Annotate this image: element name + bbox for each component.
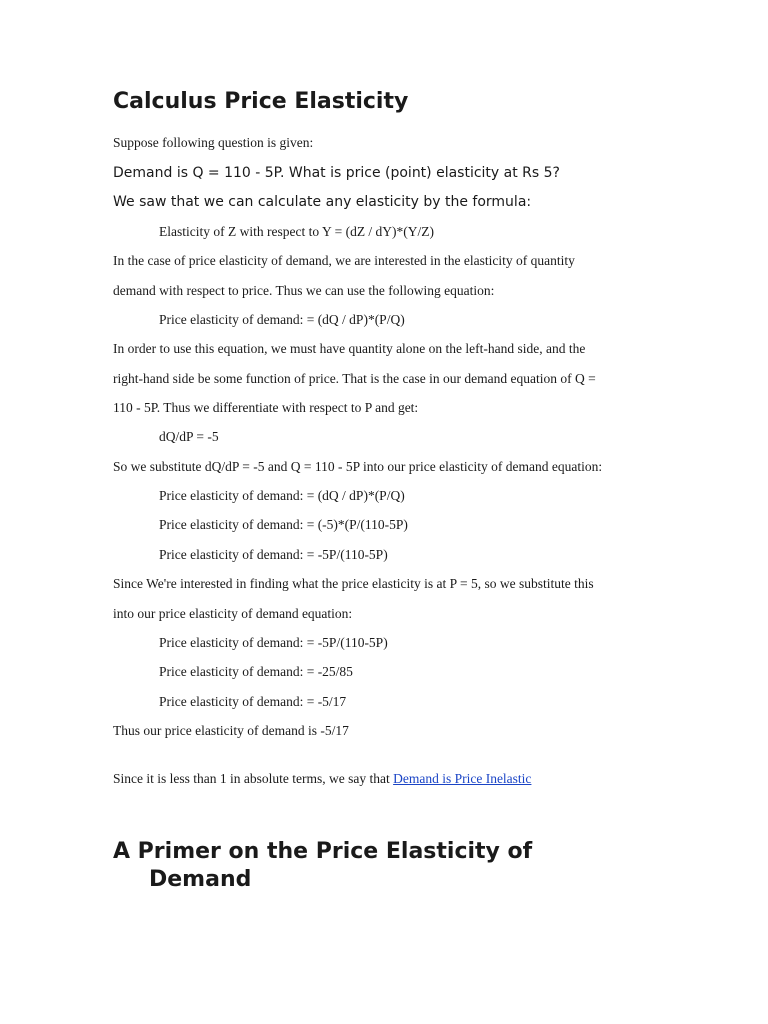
equation-step: Price elasticity of demand: = -5P/(110-5P) <box>159 635 388 650</box>
elasticity-formula: Elasticity of Z with respect to Y = (dZ / dY)*(Y/Z) <box>159 224 435 239</box>
conclusion-prefix: Since it is less than 1 in absolute terms, we say that <box>113 771 394 786</box>
formula-intro-text: We saw that we can calculate any elasticity by the formula: <box>113 194 532 210</box>
intro-text: Suppose following question is given: <box>113 135 314 150</box>
paragraph-line: right-hand side be some function of price. That is the case in our demand equation of Q = <box>113 371 596 386</box>
paragraph-line: demand with respect to price. Thus we can use the following equation: <box>113 283 495 298</box>
paragraph-line: In the case of price elasticity of demand, we are interested in the elasticity of quantity <box>113 253 575 268</box>
section-heading-line1: A Primer on the Price Elasticity of <box>113 839 533 864</box>
equation-line: Price elasticity of demand: = (dQ / dP)*(P/Q) <box>159 312 405 327</box>
paragraph-line: into our price elasticity of demand equation: <box>113 606 353 621</box>
equation-step: Price elasticity of demand: = (dQ / dP)*(P/Q) <box>159 488 405 503</box>
paragraph-line: Since We're interested in finding what the price elasticity is at P = 5, so we substitute this <box>113 576 594 591</box>
section-heading-line2: Demand <box>149 867 252 892</box>
paragraph-line: In order to use this equation, we must have quantity alone on the left-hand side, and the <box>113 341 586 356</box>
question-text: Demand is Q = 110 - 5P. What is price (point) elasticity at Rs 5? <box>113 165 560 181</box>
paragraph-line: 110 - 5P. Thus we differentiate with respect to P and get: <box>113 400 419 415</box>
equation-step: Price elasticity of demand: = -5P/(110-5P) <box>159 547 388 562</box>
result-text: Thus our price elasticity of demand is -5/17 <box>113 723 349 738</box>
conclusion-text <box>113 769 531 789</box>
paragraph-line: So we substitute dQ/dP = -5 and Q = 110 - 5P into our price elasticity of demand equation: <box>113 459 603 474</box>
demand-inelastic-link[interactable]: Demand is Price Inelastic <box>393 771 532 786</box>
equation-step: Price elasticity of demand: = -25/85 <box>159 664 353 679</box>
section-heading <box>113 838 673 894</box>
derivative-line: dQ/dP = -5 <box>159 429 219 444</box>
equation-step: Price elasticity of demand: = -5/17 <box>159 694 347 709</box>
page-title: Calculus Price Elasticity <box>113 89 409 114</box>
equation-step: Price elasticity of demand: = (-5)*(P/(110-5P) <box>159 517 408 532</box>
